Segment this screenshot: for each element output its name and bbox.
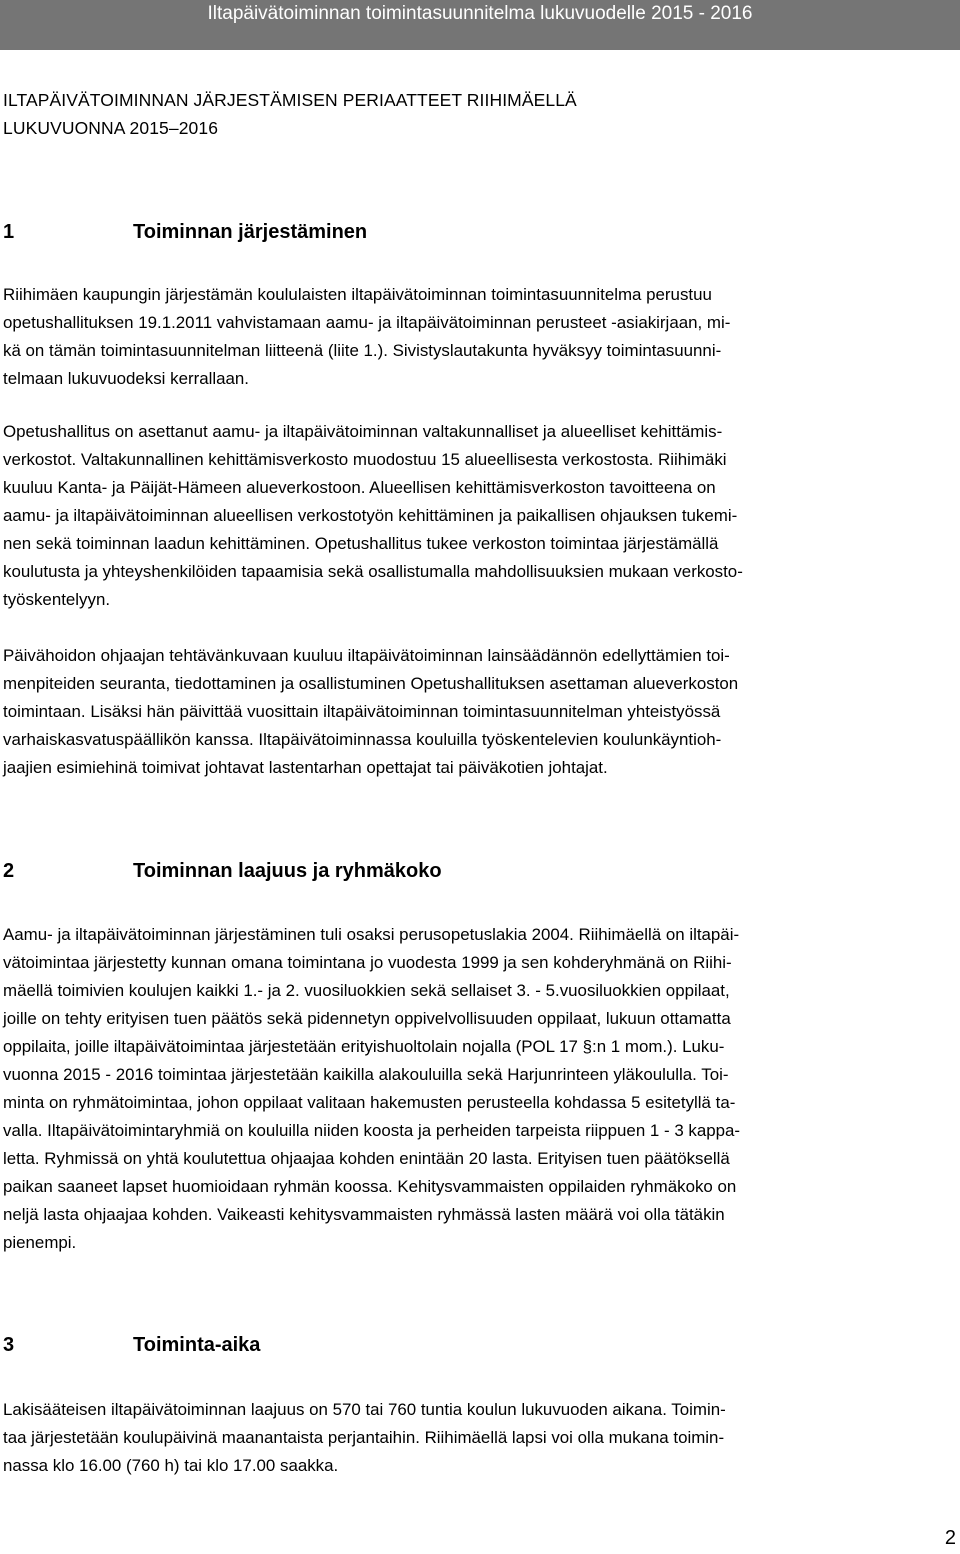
text-line: kä on tämän toimintasuunnitelman liitteenä (liite 1.). Sivistyslautakunta hyväksyy toimintasuunni- (3, 341, 722, 360)
text-line: mäellä toimivien koulujen kaikki 1.- ja 2. vuosiluokkien sekä sellaiset 3. - 5.vuosiluokkien oppilaat, (3, 981, 730, 1000)
text-line: kuuluu Kanta- ja Päijät-Hämeen alueverkostoon. Alueellisen kehittämisverkoston tavoitteena on (3, 478, 716, 497)
text-line: koulutusta ja yhteyshenkilöiden tapaamisia sekä osallistumalla mahdollisuuksien mukaan verkosto- (3, 562, 743, 581)
text-line: verkostot. Valtakunnallinen kehittämisverkosto muodostuu 15 alueellisesta verkostosta. Riihimäki (3, 450, 727, 469)
text-line: toimintaan. Lisäksi hän päivittää vuosittain iltapäivätoiminnan toimintasuunnitelman yhteistyössä (3, 702, 721, 721)
text-line: oppilaita, joille iltapäivätoimintaa järjestetään erityishuoltolain nojalla (POL 17 §:n 1 mom.). Luku- (3, 1037, 725, 1056)
text-line: pienempi. (3, 1233, 77, 1252)
section-1-paragraph-3 (3, 642, 958, 782)
running-header (0, 0, 960, 50)
section-title: Toiminta-aika (133, 1334, 261, 1356)
section-2-heading (3, 857, 442, 885)
text-line: vätoimintaa järjestetty kunnan omana toimintana jo vuodesta 1999 ja sen kohderyhmänä on Riihi- (3, 953, 732, 972)
text-line: Riihimäen kaupungin järjestämän koululaisten iltapäivätoiminnan toimintasuunnitelma perustuu (3, 285, 712, 304)
section-2-paragraph-1 (3, 921, 958, 1257)
section-title: Toiminnan laajuus ja ryhmäkoko (133, 860, 442, 882)
text-line: työskentelyyn. (3, 590, 111, 609)
text-line: valla. Iltapäivätoimintaryhmiä on kouluilla niiden koosta ja perheiden tarpeista riippuen 1 - 3 kappa- (3, 1121, 741, 1140)
section-1-paragraph-2 (3, 418, 958, 614)
document-title (3, 86, 577, 142)
text-line: Aamu- ja iltapäivätoiminnan järjestäminen tuli osaksi perusopetuslakia 2004. Riihimäellä on iltapäi- (3, 925, 740, 944)
document-title-line-2: LUKUVUONNA 2015–2016 (3, 118, 219, 138)
text-line: neljä lasta ohjaajaa kohden. Vaikeasti kehitysvammaisten ryhmässä lasten määrä voi olla tätäkin (3, 1205, 725, 1224)
document-title-line-1: ILTAPÄIVÄTOIMINNAN JÄRJESTÄMISEN PERIAATTEET RIIHIMÄELLÄ (3, 90, 577, 110)
running-header-title: Iltapäivätoiminnan toimintasuunnitelma lukuvuodelle 2015 - 2016 (207, 3, 753, 24)
text-line: letta. Ryhmissä on yhtä koulutettua ohjaajaa kohden enintään 20 lasta. Erityisen tuen päätöksellä (3, 1149, 730, 1168)
text-line: jaajien esimiehinä toimivat johtavat lastentarhan opettajat tai päiväkotien johtajat. (3, 758, 608, 777)
section-3-heading (3, 1331, 260, 1359)
text-line: paikan saaneet lapset huomioidaan ryhmän koossa. Kehitysvammaisten oppilaiden ryhmäkoko on (3, 1177, 737, 1196)
text-line: Lakisääteisen iltapäivätoiminnan laajuus on 570 tai 760 tuntia koulun lukuvuoden aikana. Toimin- (3, 1400, 726, 1419)
text-line: joille on tehty erityisen tuen päätös sekä pidennetyn oppivelvollisuuden oppilaat, lukuun ottamatta (3, 1009, 731, 1028)
text-line: taa järjestetään koulupäivinä maanantaista perjantaihin. Riihimäellä lapsi voi olla mukana toimin- (3, 1428, 725, 1447)
text-line: nen sekä toiminnan laadun kehittäminen. Opetushallitus tukee verkoston toimintaa järjestämällä (3, 534, 719, 553)
section-number: 2 (3, 860, 15, 882)
text-line: varhaiskasvatuspäällikön kanssa. Iltapäivätoiminnassa kouluilla työskentelevien koulunkäyntioh- (3, 730, 722, 749)
text-line: nassa klo 16.00 (760 h) tai klo 17.00 saakka. (3, 1456, 339, 1475)
text-line: Opetushallitus on asettanut aamu- ja iltapäivätoiminnan valtakunnalliset ja alueelliset kehittämis- (3, 422, 723, 441)
text-line: telmaan lukuvuodeksi kerrallaan. (3, 369, 249, 388)
section-3-paragraph-1 (3, 1396, 958, 1480)
text-line: opetushallituksen 19.1.2011 vahvistamaan aamu- ja iltapäivätoiminnan perusteet -asiakirjaan, mi- (3, 313, 731, 332)
section-number: 1 (3, 221, 15, 243)
text-line: menpiteiden seuranta, tiedottaminen ja osallistuminen Opetushallituksen asettaman alueverkoston (3, 674, 739, 693)
text-line: aamu- ja iltapäivätoiminnan alueellisen verkostotyön kehittäminen ja paikallisen ohjauksen tukemi- (3, 506, 738, 525)
section-1-paragraph-1 (3, 281, 958, 393)
page-number: 2 (944, 1527, 956, 1549)
section-number: 3 (3, 1334, 15, 1356)
section-title: Toiminnan järjestäminen (133, 221, 368, 243)
text-line: Päivähoidon ohjaajan tehtävänkuvaan kuuluu iltapäivätoiminnan lainsäädännön edellyttämien toi- (3, 646, 730, 665)
text-line: minta on ryhmätoimintaa, johon oppilaat valitaan hakemusten perusteella kohdassa 5 esitetyllä ta- (3, 1093, 736, 1112)
text-line: vuonna 2015 - 2016 toimintaa järjestetään kaikilla alakouluilla sekä Harjunrinteen yläkoululla. Toi- (3, 1065, 729, 1084)
section-1-heading (3, 218, 367, 246)
